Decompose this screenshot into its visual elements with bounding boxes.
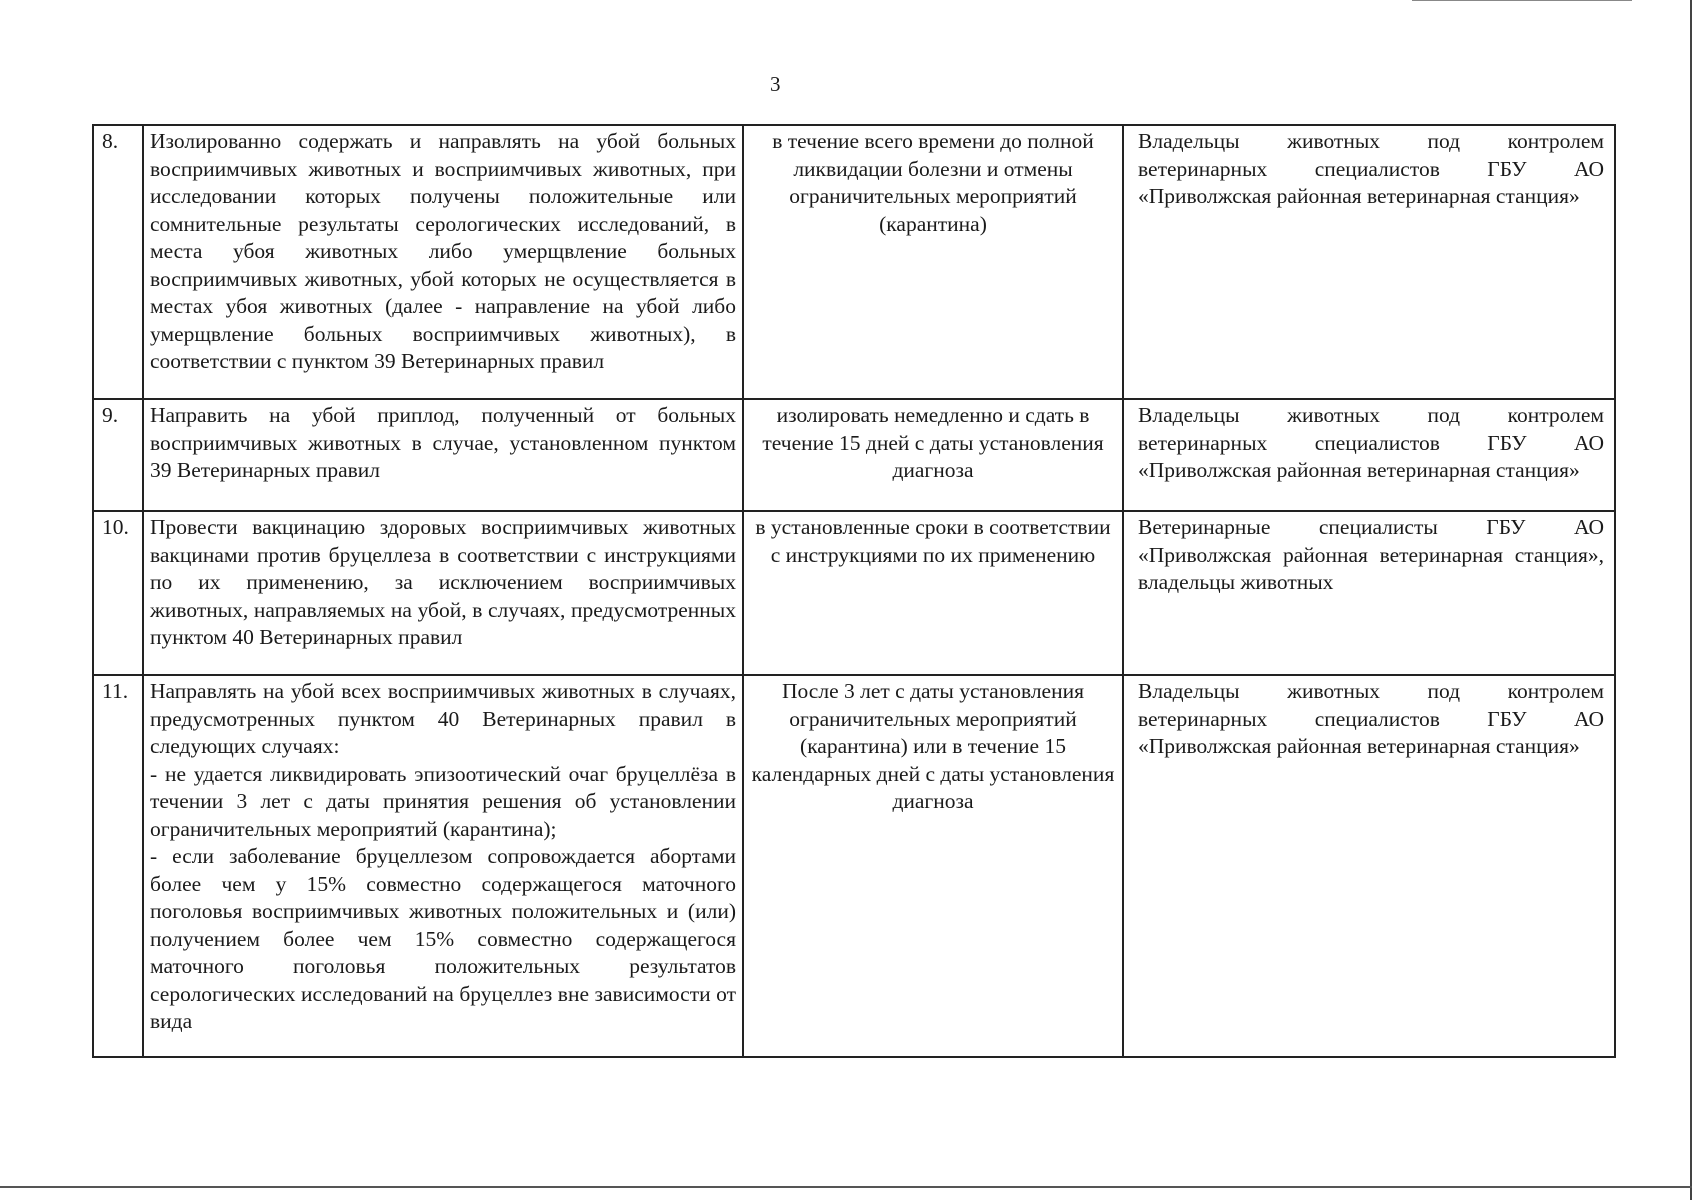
row-number: 8. <box>93 125 143 399</box>
measure-text: Изолированно содержать и направлять на убой больных восприимчивых животных и восприимчивых животных, при исследовании которых получены положительные или сомнительные результаты серологических исследований, в места убоя животных либо умерщвление больных восприимчивых животных, убой которых не осуществляется в местах убоя животных (далее - направление на убой либо умерщвление больных восприимчивых животных), в соответствии с пунктом 39 Ветеринарных правил <box>143 125 743 399</box>
row-number: 9. <box>93 399 143 511</box>
term-text: После 3 лет с даты установления ограничительных мероприятий (карантина) или в течение 15 календарных дней с даты установления диагноза <box>743 675 1123 1057</box>
measure-paragraph: - не удается ликвидировать эпизоотический очаг бруцеллёза в течении 3 лет с даты принятия решения об установлении ограничительных мероприятий (карантина); <box>150 761 736 841</box>
scan-edge-top <box>1412 0 1632 1</box>
measure-text: Направить на убой приплод, полученный от больных восприимчивых животных в случае, установленном пунктом 39 Ветеринарных правил <box>143 399 743 511</box>
row-number: 10. <box>93 511 143 675</box>
measure-text <box>143 675 743 1057</box>
responsible-text: Владельцы животных под контролем ветеринарных специалистов ГБУ АО «Приволжская районная ветеринарная станция» <box>1123 399 1615 511</box>
measures-table <box>92 124 1616 1058</box>
responsible-text: Владельцы животных под контролем ветеринарных специалистов ГБУ АО «Приволжская районная ветеринарная станция» <box>1123 125 1615 399</box>
term-text: изолировать немедленно и сдать в течение 15 дней с даты установления диагноза <box>743 399 1123 511</box>
measure-text: Провести вакцинацию здоровых восприимчивых животных вакцинами против бруцеллеза в соответствии с инструкциями по их применению, за исключением восприимчивых животных, направляемых на убой, в случаях, предусмотренных пунктом 40 Ветеринарных правил <box>143 511 743 675</box>
row-number: 11. <box>93 675 143 1057</box>
responsible-text: Владельцы животных под контролем ветеринарных специалистов ГБУ АО «Приволжская районная ветеринарная станция» <box>1123 675 1615 1057</box>
table-row <box>93 399 1615 511</box>
table-row <box>93 511 1615 675</box>
scan-edge-bottom <box>0 1186 1692 1188</box>
table-row <box>93 675 1615 1057</box>
term-text: в течение всего времени до полной ликвидации болезни и отмены ограничительных мероприятий (карантина) <box>743 125 1123 399</box>
term-text: в установленные сроки в соответствии с инструкциями по их применению <box>743 511 1123 675</box>
responsible-text: Ветеринарные специалисты ГБУ АО «Приволжская районная ветеринарная станция», владельцы животных <box>1123 511 1615 675</box>
measure-paragraph: Направлять на убой всех восприимчивых животных в случаях, предусмотренных пунктом 40 Ветеринарных правил в следующих случаях: <box>150 679 736 758</box>
measure-paragraph: - если заболевание бруцеллезом сопровождается абортами более чем у 15% совместно содержащегося маточного поголовья восприимчивых животных положительных и (или) получением более чем 15% совместно содержащегося маточного поголовья положительных результатов серологических исследований на бруцеллез вне зависимости от вида <box>150 844 736 1033</box>
page-number: 3 <box>770 72 781 96</box>
table-row <box>93 125 1615 399</box>
